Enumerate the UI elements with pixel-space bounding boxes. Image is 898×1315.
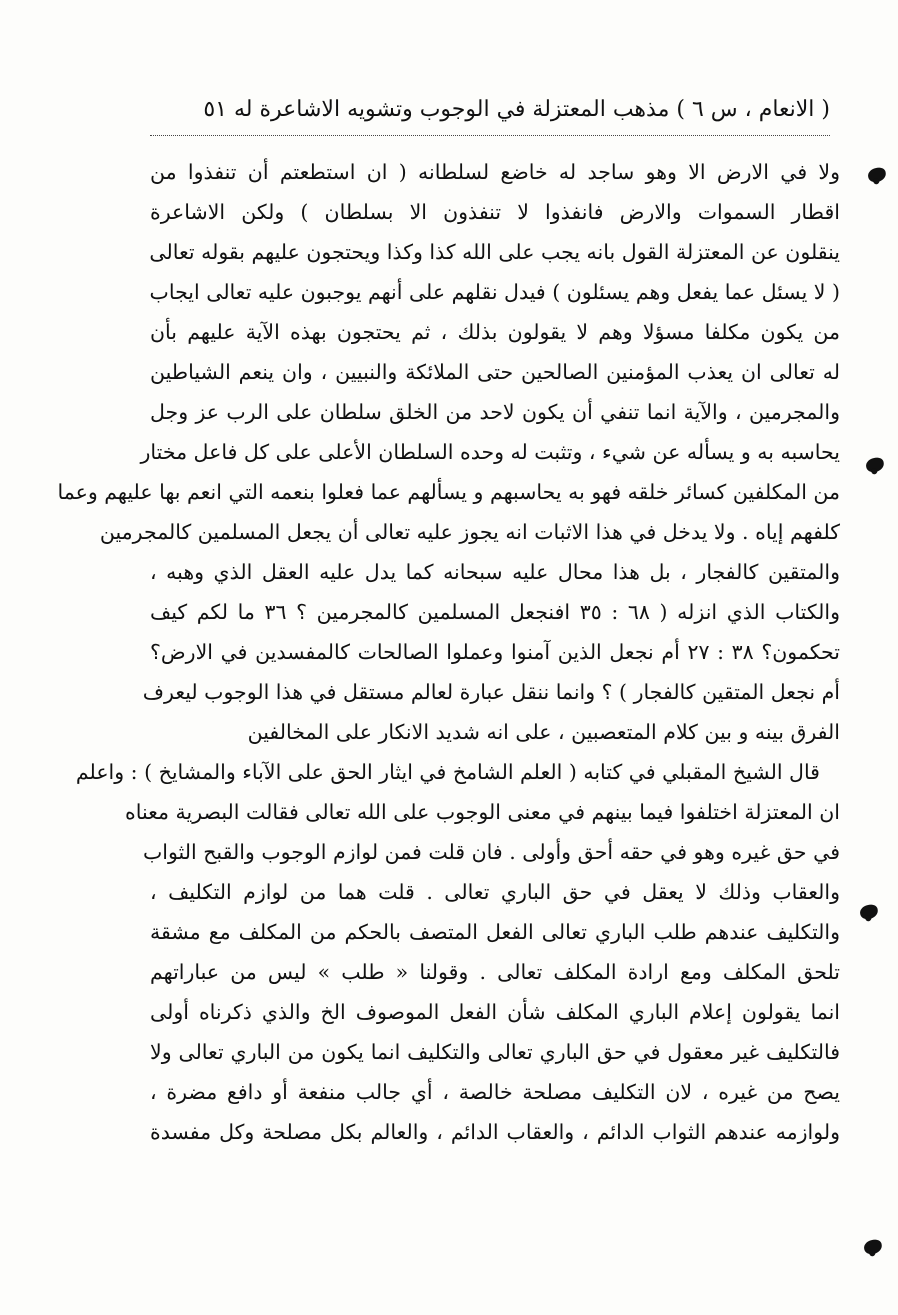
text-line: والمجرمين ، والآية انما تنفي أن يكون لاحد من الخلق سلطان على الرب عز وجل <box>150 400 840 424</box>
margin-mark <box>867 166 888 183</box>
text-line: ينقلون عن المعتزلة القول بانه يجب على الله كذا وكذا ويحتجون عليهم بقوله تعالى <box>149 240 840 264</box>
running-header: ( الانعام ، س ٦ ) مذهب المعتزلة في الوجوب وتشويه الاشاعرة له ٥١ <box>203 97 830 122</box>
margin-mark <box>863 1238 884 1255</box>
text-line: تحكمون؟ ٣٨ : ٢٧ أم نجعل الذين آمنوا وعملوا الصالحات كالمفسدين في الارض؟ <box>150 640 840 664</box>
paragraph-2 <box>75 752 840 1152</box>
text-line: من المكلفين كسائر خلقه فهو به يحاسبهم و يسألهم عما فعلوا بنعمه التي انعم بها عليهم وعما <box>57 480 840 504</box>
text-line: من يكون مكلفا مسؤلا وهم لا يقولون بذلك ، ثم يحتجون بهذه الآية عليهم بأن <box>150 320 840 344</box>
text-line: ان المعتزلة اختلفوا فيما بينهم في معنى الوجوب على الله تعالى فقالت البصرية معناه <box>125 800 840 824</box>
text-line: ولا في الارض الا وهو ساجد له خاضع لسلطانه ( ان استطعتم أن تنفذوا من <box>150 160 840 184</box>
text-line: قال الشيخ المقبلي في كتابه ( العلم الشامخ في ايثار الحق على الآباء والمشايخ ) : واعلم <box>75 760 820 784</box>
text-line: الفرق بينه و بين كلام المتعصبين ، على انه شديد الانكار على المخالفين <box>247 720 840 744</box>
text-line: والتكليف عندهم طلب الباري تعالى الفعل المتصف بالحكم من المكلف مع مشقة <box>150 920 840 944</box>
text-line: ( لا يسئل عما يفعل وهم يسئلون ) فيدل نقلهم على أنهم يوجبون عليه تعالى ايجاب <box>149 280 840 304</box>
text-line: أم نجعل المتقين كالفجار ) ؟ وانما ننقل عبارة لعالم مستقل في هذا الوجوب ليعرف <box>142 680 840 704</box>
paragraph-1 <box>57 152 840 752</box>
text-line: ولوازمه عندهم الثواب الدائم ، والعقاب الدائم ، والعالم بكل مصلحة وكل مفسدة <box>150 1120 840 1144</box>
header-rule <box>150 135 830 136</box>
text-line: انما يقولون إعلام الباري المكلف شأن الفعل الموصوف الخ والذي ذكرناه أولى <box>150 1000 840 1024</box>
text-line: والمتقين كالفجار ، بل هذا محال عليه سبحانه كما يدل عليه العقل الذي وهبه ، <box>150 560 840 584</box>
text-line: فالتكليف غير معقول في حق الباري تعالى والتكليف انما يكون من الباري تعالى ولا <box>150 1040 840 1064</box>
text-line: تلحق المكلف ومع ارادة المكلف تعالى . وقولنا « طلب » ليس من عباراتهم <box>150 960 840 984</box>
text-line: والعقاب وذلك لا يعقل في حق الباري تعالى . قلت هما من لوازم التكليف ، <box>150 880 840 904</box>
text-line: يحاسبه به و يسأله عن شيء ، وتثبت له وحده السلطان الأعلى على كل فاعل مختار <box>140 440 840 464</box>
margin-mark <box>865 456 886 473</box>
text-line: والكتاب الذي انزله ( ٦٨ : ٣٥ افنجعل المسلمين كالمجرمين ؟ ٣٦ ما لكم كيف <box>150 600 840 624</box>
text-line: كلفهم إياه . ولا يدخل في هذا الاثبات انه يجوز عليه تعالى أن يجعل المسلمين كالمجرمين <box>99 520 840 544</box>
text-line: في حق غيره وهو في حقه أحق وأولى . فان قلت فمن لوازم الوجوب والقبح الثواب <box>142 840 840 864</box>
text-line: له تعالى ان يعذب المؤمنين الصالحين حتى الملائكة والنبيين ، وان ينعم الشياطين <box>150 360 840 384</box>
text-line: يصح من غيره ، لان التكليف مصلحة خالصة ، أي جالب منفعة أو دافع مضرة ، <box>150 1080 840 1104</box>
page-body <box>57 152 840 1152</box>
text-line: اقطار السموات والارض فانفذوا لا تنفذون الا بسلطان ) ولكن الاشاعرة <box>150 200 840 224</box>
margin-mark <box>859 903 880 920</box>
page-header <box>150 88 830 132</box>
